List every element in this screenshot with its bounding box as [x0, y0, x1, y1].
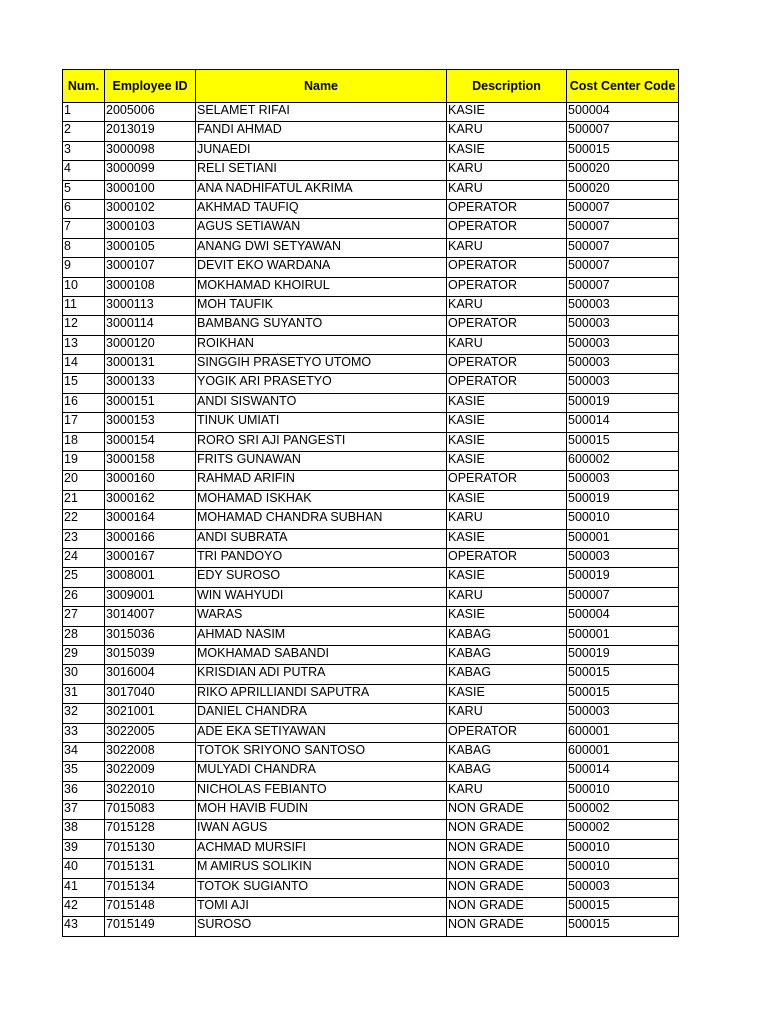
- cell-cost-center-code: 500001: [567, 529, 679, 548]
- cell-description: KASIE: [447, 141, 567, 160]
- cell-cost-center-code: 500015: [567, 898, 679, 917]
- cell-num: 25: [63, 568, 105, 587]
- cell-num: 6: [63, 199, 105, 218]
- table-row: [63, 490, 679, 509]
- cell-name: ADE EKA SETIYAWAN: [196, 723, 447, 742]
- cell-name: YOGIK ARI PRASETYO: [196, 374, 447, 393]
- cell-num: 42: [63, 898, 105, 917]
- cell-description: OPERATOR: [447, 723, 567, 742]
- table-body: [63, 103, 679, 937]
- cell-name: TOTOK SRIYONO SANTOSO: [196, 742, 447, 761]
- cell-employee-id: 3016004: [105, 665, 196, 684]
- cell-name: TINUK UMIATI: [196, 413, 447, 432]
- cell-cost-center-code: 500004: [567, 607, 679, 626]
- cell-employee-id: 3015039: [105, 645, 196, 664]
- cell-num: 2: [63, 122, 105, 141]
- cell-name: ROIKHAN: [196, 335, 447, 354]
- cell-cost-center-code: 500004: [567, 103, 679, 122]
- table-row: [63, 723, 679, 742]
- cell-description: KASIE: [447, 490, 567, 509]
- cell-description: OPERATOR: [447, 374, 567, 393]
- table-row: [63, 199, 679, 218]
- table-row: [63, 529, 679, 548]
- cell-name: MOH TAUFIK: [196, 296, 447, 315]
- cell-num: 29: [63, 645, 105, 664]
- cell-employee-id: 7015131: [105, 859, 196, 878]
- cell-cost-center-code: 500015: [567, 917, 679, 936]
- table-row: [63, 665, 679, 684]
- cell-description: KASIE: [447, 568, 567, 587]
- cell-cost-center-code: 500015: [567, 432, 679, 451]
- cell-name: TRI PANDOYO: [196, 548, 447, 567]
- cell-description: NON GRADE: [447, 859, 567, 878]
- cell-num: 8: [63, 238, 105, 257]
- cell-num: 34: [63, 742, 105, 761]
- table-row: [63, 141, 679, 160]
- cell-name: RORO SRI AJI PANGESTI: [196, 432, 447, 451]
- cell-num: 38: [63, 820, 105, 839]
- table-row: [63, 335, 679, 354]
- cell-name: EDY SUROSO: [196, 568, 447, 587]
- cell-num: 16: [63, 393, 105, 412]
- cell-description: KARU: [447, 161, 567, 180]
- cell-name: ANDI SISWANTO: [196, 393, 447, 412]
- table-row: [63, 316, 679, 335]
- cell-name: AGUS SETIAWAN: [196, 219, 447, 238]
- cell-employee-id: 3000114: [105, 316, 196, 335]
- cell-description: OPERATOR: [447, 471, 567, 490]
- cell-num: 28: [63, 626, 105, 645]
- cell-name: SELAMET RIFAI: [196, 103, 447, 122]
- cell-num: 15: [63, 374, 105, 393]
- table-row: [63, 801, 679, 820]
- table-row: [63, 568, 679, 587]
- cell-description: KASIE: [447, 684, 567, 703]
- cell-employee-id: 3000166: [105, 529, 196, 548]
- table-row: [63, 548, 679, 567]
- cell-description: OPERATOR: [447, 258, 567, 277]
- cell-cost-center-code: 500003: [567, 704, 679, 723]
- cell-cost-center-code: 500019: [567, 568, 679, 587]
- cell-name: ANDI SUBRATA: [196, 529, 447, 548]
- table-row: [63, 471, 679, 490]
- cell-num: 27: [63, 607, 105, 626]
- header-description: Description: [447, 70, 567, 103]
- cell-num: 39: [63, 839, 105, 858]
- cell-num: 9: [63, 258, 105, 277]
- cell-description: KABAG: [447, 762, 567, 781]
- cell-description: OPERATOR: [447, 355, 567, 374]
- table-row: [63, 277, 679, 296]
- table-row: [63, 180, 679, 199]
- cell-num: 36: [63, 781, 105, 800]
- header-employee-id: Employee ID: [105, 70, 196, 103]
- cell-name: ACHMAD MURSIFI: [196, 839, 447, 858]
- cell-description: KARU: [447, 781, 567, 800]
- cell-num: 10: [63, 277, 105, 296]
- cell-num: 1: [63, 103, 105, 122]
- table-row: [63, 704, 679, 723]
- table-row: [63, 859, 679, 878]
- cell-description: KARU: [447, 704, 567, 723]
- header-name: Name: [196, 70, 447, 103]
- cell-description: NON GRADE: [447, 801, 567, 820]
- cell-description: OPERATOR: [447, 219, 567, 238]
- cell-num: 23: [63, 529, 105, 548]
- cell-name: KRISDIAN ADI PUTRA: [196, 665, 447, 684]
- table-row: [63, 781, 679, 800]
- cell-cost-center-code: 500003: [567, 471, 679, 490]
- cell-name: JUNAEDI: [196, 141, 447, 160]
- cell-employee-id: 3000153: [105, 413, 196, 432]
- cell-num: 24: [63, 548, 105, 567]
- cell-employee-id: 2013019: [105, 122, 196, 141]
- cell-cost-center-code: 500003: [567, 548, 679, 567]
- cell-employee-id: 3000107: [105, 258, 196, 277]
- cell-num: 18: [63, 432, 105, 451]
- cell-num: 37: [63, 801, 105, 820]
- cell-cost-center-code: 500014: [567, 413, 679, 432]
- cell-num: 41: [63, 878, 105, 897]
- cell-employee-id: 7015083: [105, 801, 196, 820]
- employee-table: [62, 69, 679, 937]
- table-row: [63, 762, 679, 781]
- cell-employee-id: 3000108: [105, 277, 196, 296]
- table-row: [63, 510, 679, 529]
- cell-name: FRITS GUNAWAN: [196, 452, 447, 471]
- cell-employee-id: 3000131: [105, 355, 196, 374]
- cell-num: 14: [63, 355, 105, 374]
- table-row: [63, 645, 679, 664]
- cell-employee-id: 3022009: [105, 762, 196, 781]
- cell-employee-id: 3000158: [105, 452, 196, 471]
- cell-cost-center-code: 500002: [567, 820, 679, 839]
- cell-employee-id: 3000164: [105, 510, 196, 529]
- cell-name: WIN WAHYUDI: [196, 587, 447, 606]
- cell-description: NON GRADE: [447, 898, 567, 917]
- table-row: [63, 219, 679, 238]
- cell-employee-id: 7015130: [105, 839, 196, 858]
- cell-cost-center-code: 600001: [567, 723, 679, 742]
- cell-num: 4: [63, 161, 105, 180]
- table-row: [63, 432, 679, 451]
- cell-cost-center-code: 500015: [567, 684, 679, 703]
- cell-name: ANANG DWI SETYAWAN: [196, 238, 447, 257]
- cell-name: RELI SETIANI: [196, 161, 447, 180]
- cell-name: MULYADI CHANDRA: [196, 762, 447, 781]
- cell-num: 17: [63, 413, 105, 432]
- cell-name: RAHMAD ARIFIN: [196, 471, 447, 490]
- cell-description: KARU: [447, 335, 567, 354]
- table-row: [63, 413, 679, 432]
- cell-cost-center-code: 500010: [567, 510, 679, 529]
- cell-name: AKHMAD TAUFIQ: [196, 199, 447, 218]
- cell-num: 32: [63, 704, 105, 723]
- cell-num: 21: [63, 490, 105, 509]
- table-row: [63, 238, 679, 257]
- table-row: [63, 587, 679, 606]
- table-row: [63, 355, 679, 374]
- cell-description: KARU: [447, 587, 567, 606]
- cell-name: TOTOK SUGIANTO: [196, 878, 447, 897]
- cell-num: 12: [63, 316, 105, 335]
- cell-description: KABAG: [447, 645, 567, 664]
- cell-cost-center-code: 500007: [567, 258, 679, 277]
- table-row: [63, 626, 679, 645]
- cell-name: FANDI AHMAD: [196, 122, 447, 141]
- cell-name: DEVIT EKO WARDANA: [196, 258, 447, 277]
- cell-description: KASIE: [447, 393, 567, 412]
- table-row: [63, 452, 679, 471]
- cell-num: 30: [63, 665, 105, 684]
- cell-cost-center-code: 500007: [567, 277, 679, 296]
- table-row: [63, 742, 679, 761]
- cell-name: MOH HAVIB FUDIN: [196, 801, 447, 820]
- cell-employee-id: 3022005: [105, 723, 196, 742]
- cell-description: KABAG: [447, 626, 567, 645]
- cell-num: 3: [63, 141, 105, 160]
- table-row: [63, 607, 679, 626]
- cell-employee-id: 3000162: [105, 490, 196, 509]
- cell-description: KASIE: [447, 432, 567, 451]
- cell-description: KABAG: [447, 665, 567, 684]
- cell-employee-id: 3017040: [105, 684, 196, 703]
- cell-name: DANIEL CHANDRA: [196, 704, 447, 723]
- cell-num: 31: [63, 684, 105, 703]
- cell-employee-id: 3000120: [105, 335, 196, 354]
- table-row: [63, 684, 679, 703]
- cell-name: TOMI AJI: [196, 898, 447, 917]
- cell-employee-id: 7015134: [105, 878, 196, 897]
- cell-employee-id: 7015148: [105, 898, 196, 917]
- cell-description: KABAG: [447, 742, 567, 761]
- cell-num: 43: [63, 917, 105, 936]
- cell-description: KARU: [447, 122, 567, 141]
- cell-name: MOKHAMAD SABANDI: [196, 645, 447, 664]
- cell-employee-id: 3000160: [105, 471, 196, 490]
- cell-employee-id: 3014007: [105, 607, 196, 626]
- cell-cost-center-code: 500010: [567, 839, 679, 858]
- cell-employee-id: 3015036: [105, 626, 196, 645]
- cell-name: NICHOLAS FEBIANTO: [196, 781, 447, 800]
- cell-employee-id: 3022008: [105, 742, 196, 761]
- cell-employee-id: 7015149: [105, 917, 196, 936]
- cell-name: SUROSO: [196, 917, 447, 936]
- cell-name: M AMIRUS SOLIKIN: [196, 859, 447, 878]
- cell-employee-id: 3000099: [105, 161, 196, 180]
- cell-name: ANA NADHIFATUL AKRIMA: [196, 180, 447, 199]
- cell-cost-center-code: 600002: [567, 452, 679, 471]
- cell-cost-center-code: 500001: [567, 626, 679, 645]
- cell-num: 35: [63, 762, 105, 781]
- cell-num: 11: [63, 296, 105, 315]
- cell-description: OPERATOR: [447, 199, 567, 218]
- table-header: [63, 70, 679, 103]
- cell-employee-id: 3000113: [105, 296, 196, 315]
- table-row: [63, 839, 679, 858]
- cell-description: NON GRADE: [447, 839, 567, 858]
- cell-cost-center-code: 500020: [567, 180, 679, 199]
- cell-name: MOKHAMAD KHOIRUL: [196, 277, 447, 296]
- table-row: [63, 393, 679, 412]
- cell-description: KARU: [447, 296, 567, 315]
- cell-employee-id: 3000133: [105, 374, 196, 393]
- cell-description: OPERATOR: [447, 548, 567, 567]
- cell-description: KARU: [447, 238, 567, 257]
- cell-description: KASIE: [447, 607, 567, 626]
- cell-cost-center-code: 500003: [567, 878, 679, 897]
- cell-description: OPERATOR: [447, 277, 567, 296]
- table-row: [63, 898, 679, 917]
- cell-num: 7: [63, 219, 105, 238]
- cell-employee-id: 3000151: [105, 393, 196, 412]
- cell-employee-id: 3009001: [105, 587, 196, 606]
- cell-cost-center-code: 500019: [567, 490, 679, 509]
- table-row: [63, 820, 679, 839]
- cell-employee-id: 3022010: [105, 781, 196, 800]
- cell-employee-id: 3008001: [105, 568, 196, 587]
- cell-name: WARAS: [196, 607, 447, 626]
- cell-cost-center-code: 500002: [567, 801, 679, 820]
- cell-cost-center-code: 500007: [567, 199, 679, 218]
- cell-description: KASIE: [447, 529, 567, 548]
- table-row: [63, 258, 679, 277]
- table-row: [63, 122, 679, 141]
- cell-cost-center-code: 500007: [567, 122, 679, 141]
- cell-description: KASIE: [447, 413, 567, 432]
- cell-cost-center-code: 500003: [567, 335, 679, 354]
- header-row: [63, 70, 679, 103]
- cell-num: 5: [63, 180, 105, 199]
- cell-name: AHMAD NASIM: [196, 626, 447, 645]
- cell-employee-id: 3000098: [105, 141, 196, 160]
- cell-cost-center-code: 500014: [567, 762, 679, 781]
- cell-name: MOHAMAD CHANDRA SUBHAN: [196, 510, 447, 529]
- cell-cost-center-code: 500003: [567, 355, 679, 374]
- cell-description: KASIE: [447, 103, 567, 122]
- cell-description: NON GRADE: [447, 878, 567, 897]
- cell-cost-center-code: 500007: [567, 587, 679, 606]
- table-row: [63, 296, 679, 315]
- table-row: [63, 161, 679, 180]
- cell-description: OPERATOR: [447, 316, 567, 335]
- cell-name: IWAN AGUS: [196, 820, 447, 839]
- cell-cost-center-code: 500019: [567, 393, 679, 412]
- cell-description: KASIE: [447, 452, 567, 471]
- cell-cost-center-code: 500003: [567, 296, 679, 315]
- cell-employee-id: 3021001: [105, 704, 196, 723]
- table-row: [63, 374, 679, 393]
- cell-cost-center-code: 500007: [567, 238, 679, 257]
- cell-employee-id: 3000105: [105, 238, 196, 257]
- header-num: Num.: [63, 70, 105, 103]
- cell-name: BAMBANG SUYANTO: [196, 316, 447, 335]
- table-row: [63, 103, 679, 122]
- cell-cost-center-code: 500015: [567, 141, 679, 160]
- cell-name: SINGGIH PRASETYO UTOMO: [196, 355, 447, 374]
- cell-cost-center-code: 600001: [567, 742, 679, 761]
- header-cost-center-code: Cost Center Code: [567, 70, 679, 103]
- cell-num: 33: [63, 723, 105, 742]
- cell-employee-id: 3000103: [105, 219, 196, 238]
- cell-num: 19: [63, 452, 105, 471]
- cell-cost-center-code: 500007: [567, 219, 679, 238]
- table-row: [63, 917, 679, 936]
- cell-name: RIKO APRILLIANDI SAPUTRA: [196, 684, 447, 703]
- table-row: [63, 878, 679, 897]
- cell-name: MOHAMAD ISKHAK: [196, 490, 447, 509]
- cell-cost-center-code: 500020: [567, 161, 679, 180]
- cell-description: KARU: [447, 180, 567, 199]
- cell-cost-center-code: 500010: [567, 859, 679, 878]
- cell-cost-center-code: 500003: [567, 316, 679, 335]
- cell-employee-id: 3000167: [105, 548, 196, 567]
- cell-employee-id: 3000100: [105, 180, 196, 199]
- cell-description: KARU: [447, 510, 567, 529]
- cell-cost-center-code: 500010: [567, 781, 679, 800]
- cell-employee-id: 2005006: [105, 103, 196, 122]
- cell-num: 40: [63, 859, 105, 878]
- cell-cost-center-code: 500003: [567, 374, 679, 393]
- cell-employee-id: 3000102: [105, 199, 196, 218]
- cell-description: NON GRADE: [447, 917, 567, 936]
- cell-description: NON GRADE: [447, 820, 567, 839]
- cell-employee-id: 7015128: [105, 820, 196, 839]
- cell-cost-center-code: 500015: [567, 665, 679, 684]
- cell-num: 20: [63, 471, 105, 490]
- cell-employee-id: 3000154: [105, 432, 196, 451]
- cell-num: 13: [63, 335, 105, 354]
- cell-num: 22: [63, 510, 105, 529]
- cell-cost-center-code: 500019: [567, 645, 679, 664]
- cell-num: 26: [63, 587, 105, 606]
